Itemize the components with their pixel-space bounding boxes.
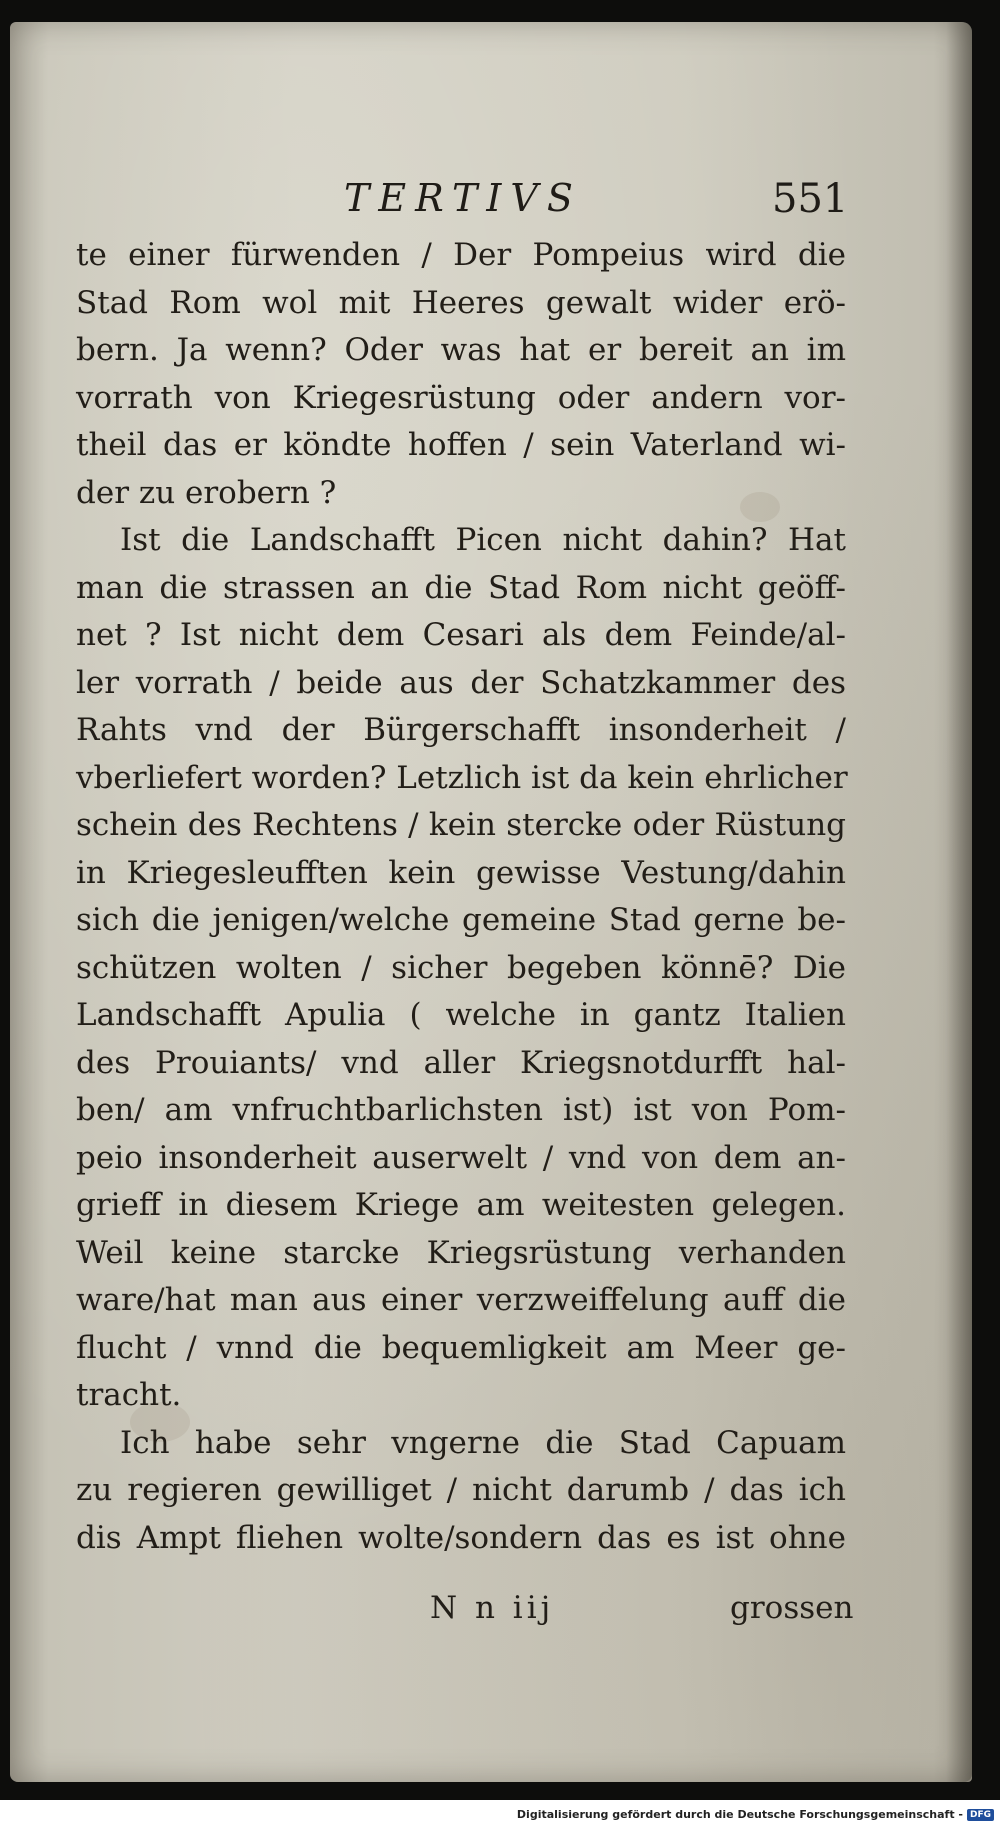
digitization-credit <box>517 1808 994 1821</box>
page-footer <box>10 1590 972 1640</box>
catchword: grossen <box>730 1590 854 1626</box>
text-line: peio insonderheit auserwelt / vnd von dem an- <box>76 1139 846 1176</box>
text-line: zu regieren gewilliget / nicht darumb / das ich <box>76 1472 846 1508</box>
text-line: in Kriegesleufften kein gewisse Vestung/dahin <box>76 854 846 891</box>
text-line: der zu erobern ? <box>76 474 337 511</box>
dfg-logo: DFG <box>967 1809 994 1821</box>
book-page <box>10 22 972 1782</box>
text-line: des Prouiants/ vnd aller Kriegsnotdurfft hal- <box>76 1044 846 1081</box>
page-header <box>10 154 972 224</box>
text-line: ler vorrath / beide aus der Schatzkammer des <box>76 664 846 701</box>
text-line: te einer fürwenden / Der Pompeius wird die <box>76 237 846 273</box>
text-line: schein des Rechtens / kein stercke oder Rüstung <box>76 807 846 843</box>
text-line: Weil keine starcke Kriegsrüstung verhanden <box>76 1234 846 1271</box>
text-line: theil das er köndte hoffen / sein Vaterland wi- <box>76 427 846 463</box>
text-line: vberliefert worden? Letzlich ist da kein ehrlicher <box>76 759 848 796</box>
text-line: Ich habe sehr vngerne die Stad Capuam <box>120 1424 846 1461</box>
text-line: sich die jenigen/welche gemeine Stad gerne be- <box>76 902 846 938</box>
text-line: man die strassen an die Stad Rom nicht geöff- <box>76 569 846 606</box>
text-line: net ? Ist nicht dem Cesari als dem Feinde/al- <box>76 617 846 653</box>
body-text <box>76 232 846 1562</box>
text-line: flucht / vnnd die bequemligkeit am Meer ge- <box>76 1329 846 1366</box>
text-line: vorrath von Kriegesrüstung oder andern vor- <box>76 379 846 416</box>
text-line: Landschafft Apulia ( welche in gantz Italien <box>76 997 846 1033</box>
text-line: Stad Rom wol mit Heeres gewalt wider erö- <box>76 284 846 321</box>
spine-shadow <box>946 22 972 1782</box>
text-line: dis Ampt fliehen wolte/sondern das es ist ohne <box>76 1519 846 1556</box>
running-head: TERTIVS <box>344 176 582 220</box>
page-number: 551 <box>772 176 849 222</box>
text-line: Rahts vnd der Bürgerschafft insonderheit / <box>76 712 846 748</box>
text-line: Ist die Landschafft Picen nicht dahin? Hat <box>120 522 846 558</box>
text-line: tracht. <box>76 1377 182 1413</box>
signature-mark: N n iij <box>430 1590 555 1626</box>
text-line: ben/ am vnfruchtbarlichsten ist) ist von Pom- <box>76 1092 846 1128</box>
text-line: bern. Ja wenn? Oder was hat er bereit an im <box>76 332 846 368</box>
text-line: ware/hat man aus einer verzweiffelung auff die <box>76 1282 846 1318</box>
text-line: schützen wolten / sicher begeben könnē? Die <box>76 949 846 986</box>
text-line: grieff in diesem Kriege am weitesten gelegen. <box>76 1187 846 1223</box>
credit-text: Digitalisierung gefördert durch die Deutsche Forschungsgemeinschaft - <box>516 1808 963 1821</box>
